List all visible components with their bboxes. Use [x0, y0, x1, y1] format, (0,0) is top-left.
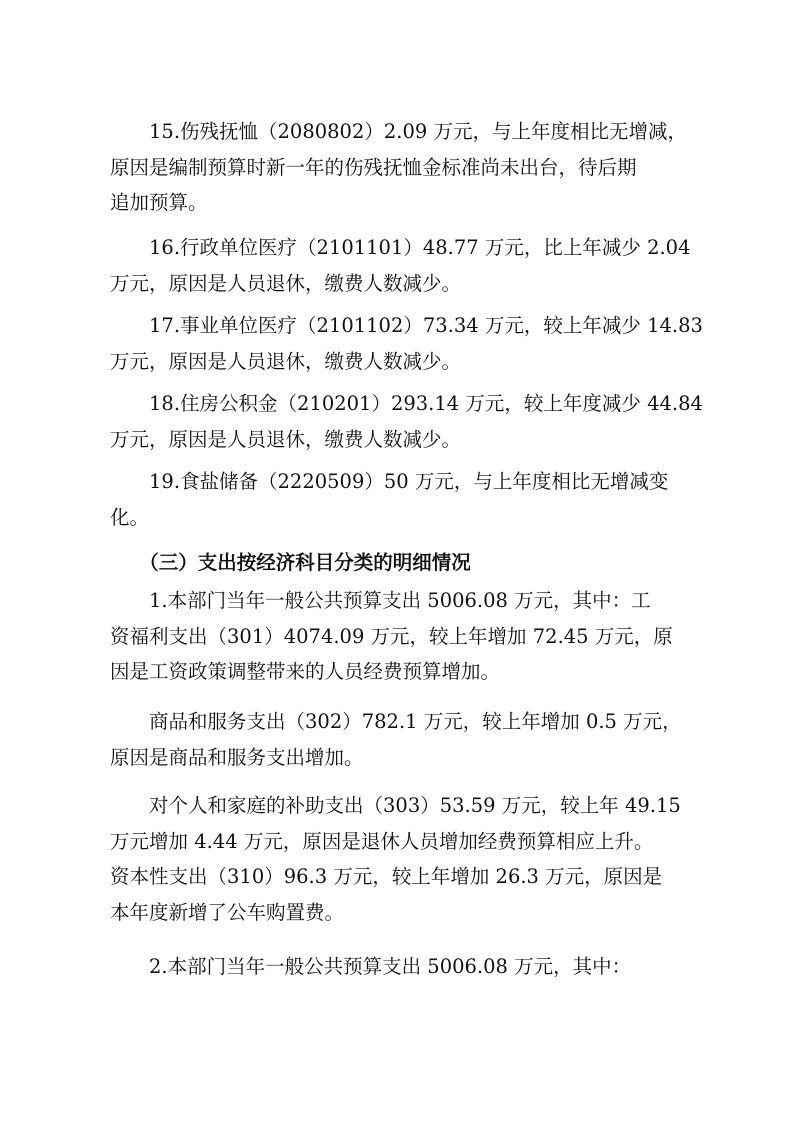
text-line: 1.本部门当年一般公共预算支出 5006.08 万元，其中：工	[110, 589, 651, 612]
paragraph-economic-1	[110, 583, 690, 690]
text-line: 资本性支出（310）96.3 万元，较上年增加 26.3 万元，原因是	[110, 865, 663, 888]
paragraph-subsidy	[110, 788, 690, 930]
paragraph-item-19	[110, 464, 690, 535]
text-line: 本年度新增了公车购置费。	[110, 900, 345, 924]
text-line: 原因是编制预算时新一年的伤残抚恤金标准尚未出台，待后期	[110, 155, 637, 179]
text-line: 因是工资政策调整带来的人员经费预算增加。	[110, 660, 501, 683]
text-line: 17.事业单位医疗（2101102）73.34 万元，较上年减少 14.83	[110, 314, 703, 337]
text-line: 15.伤残抚恤（2080802）2.09 万元，与上年度相比无增减，	[110, 120, 687, 143]
text-line: 原因是商品和服务支出增加。	[110, 745, 364, 769]
paragraph-item-16	[110, 230, 690, 301]
section-heading	[110, 545, 690, 581]
paragraph-item-18	[110, 386, 703, 457]
text-line: 万元，原因是人员退休，缴费人数减少。	[110, 349, 462, 373]
paragraph-economic-2	[110, 949, 690, 985]
paragraph-item-17	[110, 308, 703, 379]
text-line: 对个人和家庭的补助支出（303）53.59 万元，较上年 49.15	[110, 794, 681, 817]
text-line: 18.住房公积金（210201）293.14 万元，较上年度减少 44.84	[110, 392, 703, 415]
paragraph-goods-services	[110, 704, 690, 775]
text-line: 19.食盐储备（2220509）50 万元，与上年度相比无增减变	[110, 470, 669, 493]
text-line: 16.行政单位医疗（2101101）48.77 万元，比上年减少 2.04	[110, 236, 691, 259]
text-line: 资福利支出（301）4074.09 万元，较上年增加 72.45 万元，原	[110, 624, 673, 648]
paragraph-item-15	[110, 114, 690, 221]
text-line: 商品和服务支出（302）782.1 万元，较上年增加 0.5 万元，	[110, 710, 682, 733]
text-line: 追加预算。	[110, 191, 208, 214]
section-heading-text: （三）支出按经济科目分类的明细情况	[110, 551, 471, 574]
text-line: 万元，原因是人员退休，缴费人数减少。	[110, 271, 462, 295]
text-line: 万元增加 4.44 万元，原因是退休人员增加经费预算相应上升。	[110, 829, 654, 853]
text-line: 2.本部门当年一般公共预算支出 5006.08 万元，其中：	[110, 955, 632, 978]
text-line: 万元，原因是人员退休，缴费人数减少。	[110, 427, 462, 451]
text-line: 化。	[110, 505, 150, 529]
